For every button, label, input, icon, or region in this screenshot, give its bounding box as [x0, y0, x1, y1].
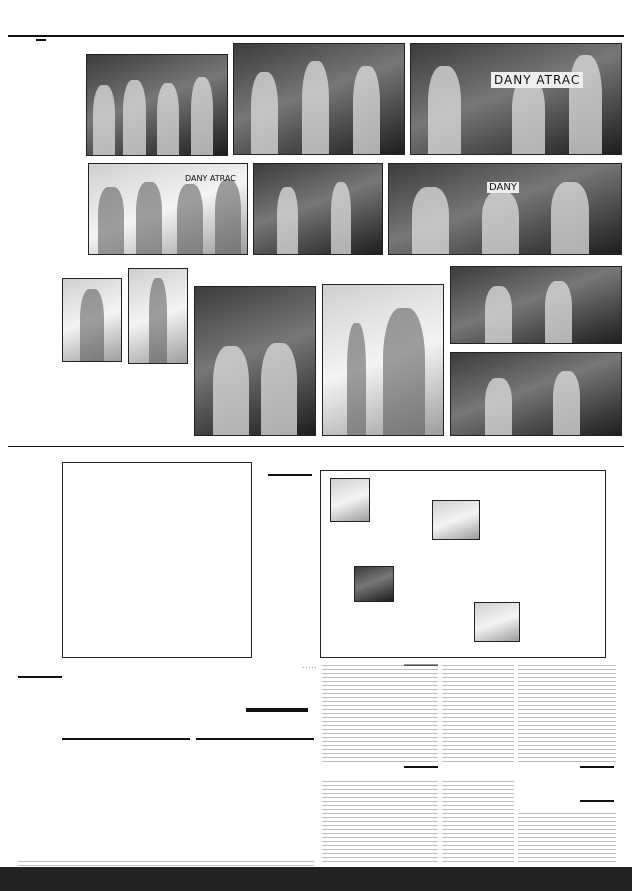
- photo-model-2: [62, 278, 122, 362]
- section-rule: [8, 446, 624, 447]
- sudoku-instructions: [18, 858, 314, 866]
- sudoku-previous-solution: [62, 738, 190, 740]
- photo-row3-mid1: [322, 284, 444, 436]
- clues-column-6: [322, 778, 438, 862]
- photo-model-1: [128, 268, 188, 364]
- crossword-portrait-2: [432, 500, 480, 540]
- previous-solution-label: [18, 676, 62, 678]
- clues-column-2: [442, 662, 514, 762]
- vertical-clues-label-2: [404, 766, 438, 768]
- wordsearch-grid[interactable]: [62, 462, 252, 658]
- header-rule: [8, 35, 624, 37]
- footer-banner: [0, 867, 632, 891]
- photo-row3-right-bottom: [450, 352, 622, 436]
- photo-row2-left: DANY ATRAC: [88, 163, 248, 255]
- photo-row1-right: [410, 43, 622, 155]
- clues-column-3: [322, 662, 438, 762]
- sudoku-title: [246, 708, 308, 712]
- clues-column-5: [442, 778, 514, 862]
- photo-row3-right-top: [450, 266, 622, 344]
- photo-row2-mid: [253, 163, 383, 255]
- wordsearch-word-list: [256, 492, 314, 658]
- clues-column-4: [518, 812, 616, 862]
- crossword-portrait-4: [474, 602, 520, 642]
- wordsearch-topic: [268, 474, 312, 476]
- article-left-text: [8, 54, 82, 284]
- article-bottom-text: [8, 376, 190, 436]
- crossword-col-numbers: [320, 462, 616, 470]
- crossword-portrait-1: [330, 478, 370, 522]
- crossword-row-numbers: [606, 470, 620, 658]
- photo-row3-mid2: [194, 286, 316, 436]
- horizontal-clues-label: [580, 800, 614, 802]
- sudoku-grid[interactable]: [196, 738, 314, 740]
- byline: [36, 39, 46, 41]
- photo-row1-left: [86, 54, 228, 156]
- wordsearch-previous-words: ، ، ، ، ،: [302, 665, 316, 670]
- crossword-previous-label: [580, 766, 614, 768]
- photo-row1-mid: [233, 43, 405, 155]
- crossword-portrait-3: [354, 566, 394, 602]
- photo-row2-right: DANY: [388, 163, 622, 255]
- clues-column-1: [518, 662, 616, 762]
- dany-atrache-sign: DANY ATRAC: [491, 72, 583, 88]
